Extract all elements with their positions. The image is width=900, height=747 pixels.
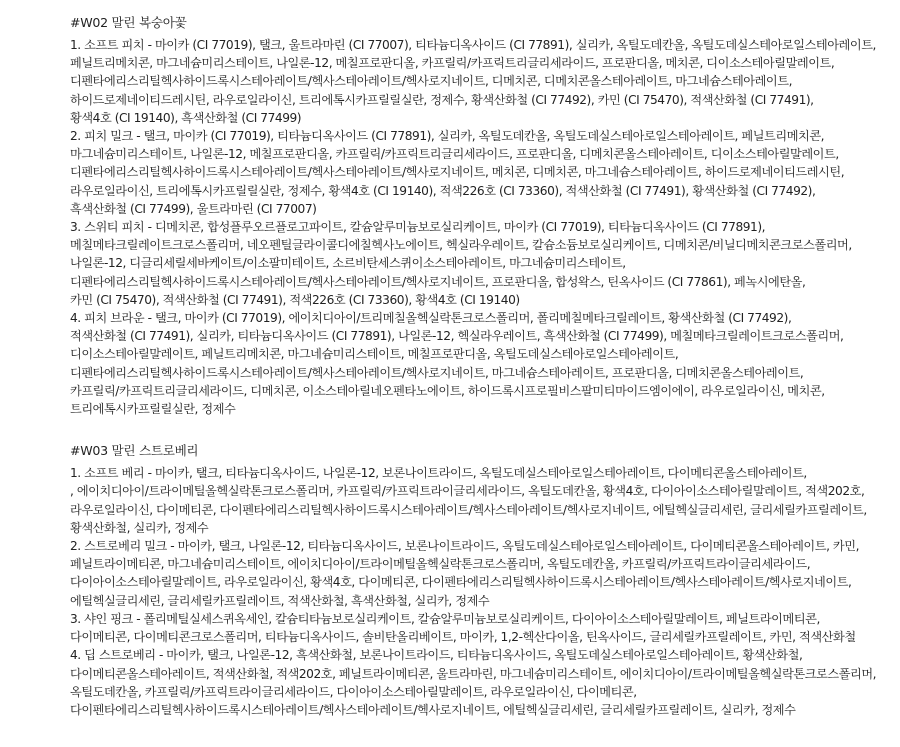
ingredient-list [70, 464, 877, 719]
ingredient-line: 흑색산화철 (CI 77499), 울트라마린 (CI 77007) [70, 201, 317, 216]
ingredient-line: 마그네슘미리스테이트, 나일론-12, 메칠프로판디올, 카프릴릭/카프릭트리글리세라이드, 프로판디올, 디메치콘올스테아레이트, 디이소스테아릴말레이트, [70, 147, 839, 162]
ingredient-line: 라우로일라이신, 트리에톡시카프릴릴실란, 정제수, 황색4호 (CI 19140), 적색226호 (CI 73360), 적색산화철 (CI 77491), 황색산화철 (CI 77492), [70, 183, 816, 198]
ingredient-line: 하이드로제네이티드레시틴, 라우로일라이신, 트리에톡시카프릴릴실란, 정제수, 황색산화철 (CI 77492), 카민 (CI 75470), 적색산화철 (CI 77491), [70, 92, 814, 107]
ingredient-line: 다이펜타에리스리틸헥사하이드록시스테아레이트/헥사스테아레이트/헥사로지네이트, 에틸헥실글리세린, 글리세릴카프릴레이트, 실리카, 정제수 [70, 702, 796, 717]
ingredient-line: 라우로일라이신, 다이메티콘, 다이펜타에리스리틸헥사하이드록시스테아레이트/헥사스테아레이트/헥사로지네이트, 에틸헥실글리세린, 글리세릴카프릴레이트, [70, 502, 867, 517]
ingredient-line: 메칠메타크릴레이트크로스폴리머, 네오펜틸글라이콜디에칠헥사노에이트, 헥실라우레이트, 칼슘소듐보로실리케이트, 디메치콘/비닐디메치콘크로스폴리머, [70, 238, 852, 253]
ingredient-line: , 에이치디아이/트라이메틸올헥실락톤크로스폴리머, 카프릴릭/카프릭트라이글리세라이드, 옥틸도데칸올, 황색4호, 다이아이소스테아릴말레이트, 적색202호, [70, 484, 865, 499]
section-w03 [70, 442, 877, 719]
section-heading: #W03 말린 스트로베리 [70, 443, 199, 459]
ingredient-line: 디펜타에리스리틸헥사하이드록시스테아레이트/헥사스테아레이트/헥사로지네이트, 디메치콘, 디메치콘올스테아레이트, 마그네슘스테아레이트, [70, 74, 792, 89]
ingredient-line: 3. 샤인 핑크 - 폴리메틸실세스퀴옥세인, 칼슘티타늄보로실리케이트, 칼슘알루미늄보로실리케이트, 다이아이소스테아릴말레이트, 페닐트라이메티콘, [70, 611, 820, 626]
ingredient-line: 카민 (CI 75470), 적색산화철 (CI 77491), 적색226호 (CI 73360), 황색4호 (CI 19140) [70, 292, 520, 307]
ingredient-list [70, 36, 876, 418]
ingredient-line: 페닐트리메치콘, 마그네슘미리스테이트, 나일론-12, 메칠프로판디올, 카프릴릭/카프릭트리글리세라이드, 프로판디올, 메치콘, 디이소스테아릴말레이트, [70, 56, 835, 71]
ingredient-line: 트리에톡시카프릴릴실란, 정제수 [70, 402, 236, 417]
ingredient-line: 디펜타에리스리틸헥사하이드록시스테아레이트/헥사스테아레이트/헥사로지네이트, 메치콘, 디메치콘, 마그네슘스테아레이트, 하이드로제네이티드레시틴, [70, 165, 845, 180]
ingredient-line: 디이소스테아릴말레이트, 페닐트리메치콘, 마그네슘미리스테이트, 메칠프로판디올, 옥틸도데실스테아로일스테아레이트, [70, 347, 679, 362]
ingredient-line: 3. 스위티 피치 - 디메치콘, 합성플루오르플로고파이트, 칼슘알루미늄보로실리케이트, 마이카 (CI 77019), 티타늄디옥사이드 (CI 77891), [70, 220, 766, 235]
ingredient-line: 1. 소프트 피치 - 마이카 (CI 77019), 탤크, 울트라마린 (CI 77007), 티타늄디옥사이드 (CI 77891), 실리카, 옥틸도데칸올, 옥틸도데실스테아로일스테아레이트, [70, 38, 876, 52]
ingredient-line: 다이메티콘올스테아레이트, 적색산화철, 적색202호, 페닐트라이메티콘, 울트라마린, 마그네슘미리스테이트, 에이치디아이/트라이메틸올헥실락톤크로스폴리머, [70, 666, 877, 681]
ingredient-line: 카프릴릭/카프릭트리글리세라이드, 디메치콘, 이소스테아릴네오펜타노에이트, 하이드록시프로필비스팔미티마이드엠이에이, 라우로일라이신, 메치콘, [70, 383, 825, 398]
ingredient-line: 다이아이소스테아릴말레이트, 라우로일라이신, 황색4호, 다이메티콘, 다이펜타에리스리틸헥사하이드록시스테아레이트/헥사스테아레이트/헥사로지네이트, [70, 575, 852, 590]
ingredient-line: 황색산화철, 실리카, 정제수 [70, 520, 209, 535]
ingredient-line: 4. 딥 스트로베리 - 마이카, 탤크, 나일론-12, 흑색산화철, 보론나이트라이드, 티타늄디옥사이드, 옥틸도데실스테아로일스테아레이트, 황색산화철, [70, 648, 803, 663]
ingredient-line: 다이메티콘, 다이메티콘크로스폴리머, 티타늄디옥사이드, 솔비탄올리베이트, 마이카, 1,2-헥산다이올, 틴옥사이드, 글리세릴카프릴레이트, 카민, 적색산화철 [70, 630, 856, 645]
ingredient-line: 에틸헥실글리세린, 글리세릴카프릴레이트, 적색산화철, 흑색산화철, 실리카, 정제수 [70, 593, 490, 608]
ingredient-line: 황색4호 (CI 19140), 흑색산화철 (CI 77499) [70, 110, 302, 125]
ingredient-line: 2. 스트로베리 밀크 - 마이카, 탤크, 나일론-12, 티타늄디옥사이드, 보론나이트라이드, 옥틸도데실스테아로일스테아레이트, 다이메티콘올스테아레이트, 카민, [70, 539, 859, 554]
ingredient-line: 적색산화철 (CI 77491), 실리카, 티타늄디옥사이드 (CI 77891), 나일론-12, 헥실라우레이트, 흑색산화철 (CI 77499), 메칠메타크릴레이트크로스폴리머, [70, 329, 844, 344]
section-heading: #W02 말린 복숭아꽃 [70, 15, 187, 30]
ingredient-line: 2. 피치 밀크 - 탤크, 마이카 (CI 77019), 티타늄디옥사이드 (CI 77891), 실리카, 옥틸도데칸올, 옥틸도데실스테아로일스테아레이트, 페닐트리메치콘, [70, 129, 825, 144]
ingredient-line: 디펜타에리스리틸헥사하이드록시스테아레이트/헥사스테아레이트/헥사로지네이트, 마그네슘스테아레이트, 프로판디올, 디메치콘올스테아레이트, [70, 365, 804, 380]
ingredient-line: 페닐트라이메티콘, 마그네슘미리스테이트, 에이치디아이/트라이메틸올헥실락톤크로스폴리머, 옥틸도데칸올, 카프릴릭/카프릭트라이글리세라이드, [70, 557, 811, 572]
ingredient-line: 옥틸도데칸올, 카프릴릭/카프릭트라이글리세라이드, 다이아이소스테아릴말레이트, 라우로일라이신, 다이메티콘, [70, 684, 637, 699]
ingredient-line: 4. 피치 브라운 - 탤크, 마이카 (CI 77019), 에이치디아이/트리메칠올헥실락톤크로스폴리머, 폴리메칠메타크릴레이트, 황색산화철 (CI 77492), [70, 311, 792, 326]
ingredient-line: 나일론-12, 디글리세릴세바케이트/이소팔미테이트, 소르비탄세스퀴이소스테아레이트, 마그네슘미리스테이트, [70, 256, 626, 271]
section-w02 [70, 14, 876, 418]
ingredient-line: 디펜타에리스리틸헥사하이드록시스테아레이트/헥사스테아레이트/헥사로지네이트, 프로판디올, 합성왁스, 틴옥사이드 (CI 77861), 페녹시에탄올, [70, 274, 806, 289]
ingredient-line: 1. 소프트 베리 - 마이카, 탤크, 티타늄디옥사이드, 나일론-12, 보론나이트라이드, 옥틸도데실스테아로일스테아레이트, 다이메티콘올스테아레이트, [70, 466, 807, 481]
